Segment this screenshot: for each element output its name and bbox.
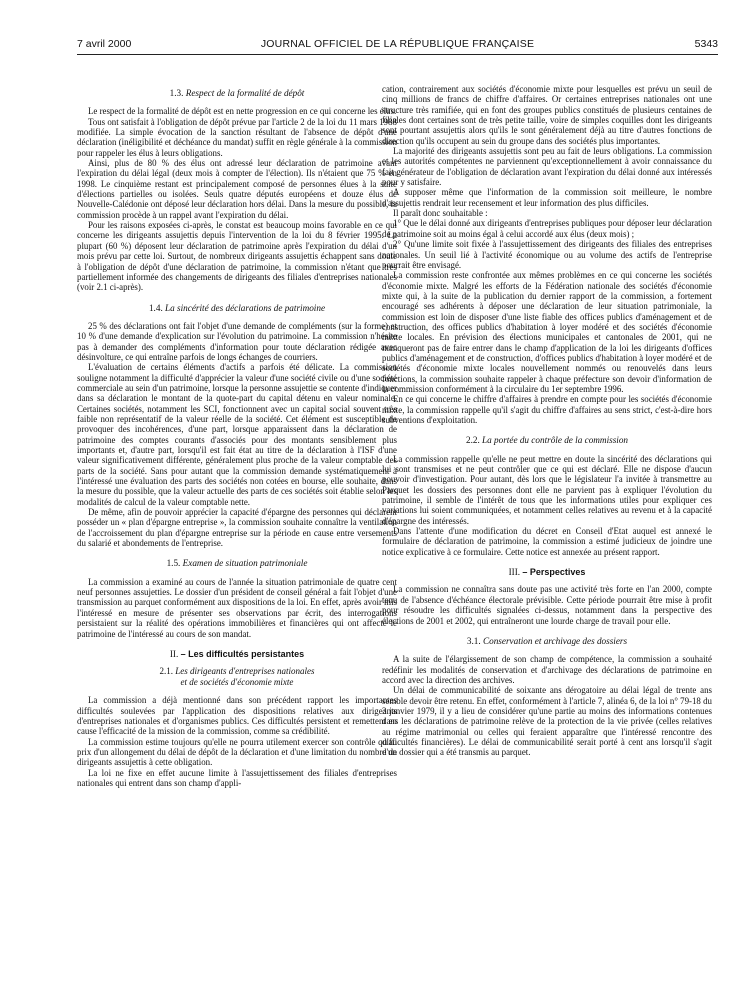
section-number: 1.3. (169, 88, 184, 98)
chapter-number: II. (169, 648, 179, 659)
section-heading-3-1 (382, 636, 712, 646)
paragraph: cation, contrairement aux sociétés d'économie mixte pour lesquelles est prévu un seuil de cinq millions de francs de chiffre d'affaires. Or certaines entreprises nationales ont une structure très ramifiée, qui en font des groupes publics constitués de plusieurs centaines de filiales dont certaines sont de très petite taille, voire de simples coquilles dont les dirigeants sont pourtant assujettis alors qu'ils le sont généralement déjà au titre d'autres fonctions de direction qu'ils occupent au sein du groupe dans des sociétés plus importantes. (382, 84, 712, 146)
section-number: 2.2. (465, 435, 480, 446)
paragraph: Il paraît donc souhaitable : (393, 208, 488, 219)
paragraph: La commission reste confrontée aux mêmes problèmes en ce qui concerne les sociétés d'économie mixte. Malgré les efforts de la Fédération nationale des sociétés d'économie mixte qui, à la suite de la publication du dernier rapport de la commission, a fortement encouragé ses adhérents à déposer une déclaration de leur situation patrimoniale, la commission est loin de disposer d'une liste fiable des offices publics d'aménagement et de construction, des offices publics d'habitation à loyer modéré et des sociétés d'économie mixte locales. En prévision des élections municipales et cantonales de 2001, qui ne manqueront pas de faire entrer dans le champ d'application de la loi les dirigeants d'offices publics d'aménagement et de construction, d'offices publics d'habitation à loyer modéré et de sociétés d'économie mixte locales nouvellement nommés ou renouvelés dans leurs fonctions, la commission souhaite rappeler à chaque préfecture son devoir d'information de la commission conformément à la circulaire du 1er septembre 1996. (382, 270, 712, 394)
paragraph: De même, afin de pouvoir apprécier la capacité d'épargne des personnes qui déclarent posséder un « plan d'épargne entreprise », la commission souhaite connaître la ventilation de l'accroissement du plan d'épargne entreprise sur la période en cause entre versements du salarié et abondements de l'entreprise. (77, 507, 397, 549)
section-title-line-2: et de sociétés d'économie mixte (180, 676, 294, 687)
section-number: 3.1. (466, 635, 481, 646)
section-heading-2-2 (382, 435, 712, 445)
section-heading-1-4 (77, 303, 397, 313)
section-title-line-1: Les dirigeants d'entreprises nationales (175, 666, 315, 677)
section-number: 1.4. (148, 302, 163, 313)
paragraph: 2° Qu'une limite soit fixée à l'assujettissement des dirigeants des filiales des entreprises nationales. Un seuil lié à l'activité économique ou au volume des actifs de l'entreprise pourrait être envisagé. (382, 239, 712, 270)
paragraph: En ce qui concerne le chiffre d'affaires à prendre en compte pour les sociétés d'économie mixte, la commission rappelle qu'il s'agit du chiffre d'affaires au sens strict, c'est-à-dire hors subventions d'exploitation. (382, 394, 712, 425)
chapter-title: – Les difficultés persistantes (180, 648, 305, 659)
section-heading-2-1 (77, 666, 397, 687)
paragraph: L'évaluation de certains éléments d'actifs a parfois été délicate. La commission souligne notamment la difficulté d'apprécier la valeur d'une société civile ou d'une société commerciale au sein d'un patrimoine, lorsque la personne assujettie se contente d'indiquer dans sa déclaration le montant de la quote-part du capital détenu en valeur nominale. Certaines sociétés, notamment les SCI, fonctionnent avec un capital social souvent très faible non représentatif de la valeur réelle de la société. Cet élément est susceptible de provoquer des incohérences, d'une part, lorsque apparaissent dans la déclaration de patrimoine des comptes courants d'associés pour des montants sensiblement plus importants et, d'autre part, lorsqu'il est fait état au titre de la déclaration à l'ISF d'une valeur significativement différente, généralement plus proche de la valeur comptable des parts de la société. Sans pour autant que la commission demande systématiquement à l'intéressé une évaluation des parts des sociétés non cotées en bourse, elle souhaite, dans la mesure du possible, que la valeur actuelle des parts de ces sociétés soit établie selon les modalités de calcul de la valeur comptable nette. (77, 362, 397, 507)
paragraph: Dans l'attente d'une modification du décret en Conseil d'Etat auquel est annexé le formulaire de déclaration de patrimoine, la commission a estimé judicieux de joindre une notice explicative à ce formulaire. Cette notice est annexée au présent rapport. (382, 526, 712, 557)
paragraph: Ainsi, plus de 80 % des élus ont adressé leur déclaration de patrimoine avant l'expiration du délai légal (deux mois à compter de l'élection). Ils n'étaient que 75 % en 1998. Le cinquième restant est principalement composé de personnes élues à la suite d'élections partielles ou isolées. Seuls quatre députés européens et douze élus de Nouvelle-Calédonie ont déposé leur déclaration hors délai. Dans la mesure du possible, la commission procède à un rappel avant l'expiration du délai. (77, 158, 397, 220)
paragraph: 25 % des déclarations ont fait l'objet d'une demande de compléments (sur la forme) et 10 % d'une demande d'explication sur l'évolution du patrimoine. La commission n'hésite pas à demander des compléments d'information pour toute déclaration rédigée avec désinvolture, ce qui entraîne parfois de longs échanges de courriers. (77, 320, 397, 362)
section-title: Examen de situation patrimoniale (182, 558, 308, 569)
paragraph: A supposer même que l'information de la commission soit meilleure, le nombre d'assujettis rendrait leur recensement et leur information des plus difficiles. (382, 187, 712, 208)
paragraph: Le respect de la formalité de dépôt est en nette progression en ce qui concerne les élus. (88, 106, 397, 117)
paragraph: La loi ne fixe en effet aucune limite à l'assujettissement des filiales d'entreprises nationales qui entrent dans son champ d'appli- (77, 767, 397, 788)
header-rule (77, 54, 718, 55)
section-number: 1.5. (166, 558, 181, 569)
section-number: 2.1. (159, 666, 173, 677)
paragraph: La commission rappelle qu'elle ne peut mettre en doute la sincérité des déclarations qui lui sont transmises et ne peut contrôler que ce qui est déclaré. Elle ne dispose d'aucun pouvoir d'investigation. Pour autant, dès lors que le législateur l'a invitée à transmettre au Parquet les dossiers des personnes dont elle ne parvient pas à expliquer l'évolution du patrimoine, il semble de l'intérêt de tous que les informations utiles pour expliquer ces variations lui soient communiquées, et notamment celles relatives au revenu et à la capacité d'épargne des intéressés. (382, 453, 712, 526)
paragraph: La commission a examiné au cours de l'année la situation patrimoniale de quatre cent neuf personnes assujetties. Le dossier d'un président de conseil général a fait l'objet d'une transmission au parquet conformément aux dispositions de la loi. En effet, après avoir mis l'intéressé en mesure de présenter ses observations par écrit, des interrogations persistaient sur la réalité des opérations immobilières et financières qui ont affecté le patrimoine de l'intéressé au cours de son mandat. (77, 576, 398, 639)
page-header (77, 38, 718, 54)
paragraph: La commission estime toujours qu'elle ne pourra utilement exercer son contrôle qu'au prix d'un allongement du délai de dépôt de la déclaration et d'une limitation du nombre de dirigeants assujettis à cette obligation. (77, 736, 397, 768)
paragraph: Tous ont satisfait à l'obligation de dépôt prévue par l'article 2 de la loi du 11 mars 1988 modifiée. La simple évocation de la sanction résultant de l'absence de dépôt d'une déclaration (inéligibilité et déchéance du mandat) suffit en règle générale à la commission pour rappeler les élus à leurs obligations. (77, 116, 397, 158)
section-title: La sincérité des déclarations de patrimoine (165, 302, 326, 313)
header-page-number: 5343 (694, 38, 718, 50)
section-title: La portée du contrôle de la commission (482, 435, 629, 446)
paragraph: 1° Que le délai donné aux dirigeants d'entreprises publiques pour déposer leur déclaration de patrimoine soit au moins égal à celui accordé aux élus (deux mois) ; (382, 218, 712, 239)
paragraph: Un délai de communicabilité de soixante ans dérogatoire au délai légal de trente ans semble devoir être retenu. En effet, conformément à l'article 7, alinéa 6, de la loi n° 79-18 du 3 janvier 1979, il y a lieu de considérer qu'une partie au moins des informations contenues dans les déclarations de patrimoine relève de la protection de la vie privée (celles relatives au régime matrimonial ou celles qui feraient apparaître que l'intéressé rencontre des difficultés financières). Le délai de communicabilité serait porté à cent ans lorsqu'il s'agit d'un dossier qui a été transmis au parquet. (382, 685, 712, 758)
section-heading-1-5 (77, 558, 397, 568)
paragraph: A la suite de l'élargissement de son champ de compétence, la commission a souhaité redéfinir les modalités de conservation et d'archivage des déclarations de patrimoine en accord avec la direction des archives. (382, 654, 712, 685)
chapter-heading-3 (382, 567, 712, 577)
left-column (77, 88, 397, 788)
section-title: Conservation et archivage des dossiers (482, 635, 628, 646)
paragraph: La majorité des dirigeants assujettis sont peu au fait de leurs obligations. La commission et les autorités compétentes ne parviennent qu'exceptionnellement à avoir connaissance du fait générateur de l'obligation de déclaration avant l'expiration du délai donné aux intéressés pour y satisfaire. (382, 146, 712, 188)
chapter-number: III. (508, 567, 521, 578)
paragraph: La commission a déjà mentionné dans son précédent rapport les importantes difficultés soulevées par l'application des dispositions relatives aux dirigeants d'entreprises nationales et d'organismes publics. Ces difficultés persistent et remettent en cause l'efficacité de la mission de la commission, comme sa crédibilité. (77, 695, 397, 737)
section-title: Respect de la formalité de dépôt (185, 88, 305, 98)
chapter-heading-2 (77, 649, 397, 659)
right-column (382, 84, 712, 758)
chapter-title: – Perspectives (522, 567, 586, 578)
header-journal-title: JOURNAL OFFICIEL DE LA RÉPUBLIQUE FRANÇAISE (260, 38, 535, 50)
header-date: 7 avril 2000 (77, 38, 132, 50)
paragraph: La commission ne connaîtra sans doute pas une activité très forte en l'an 2000, compte tenu de l'absence d'échéance électorale prévisible. Cette période pourrait être mise à profit pour résoudre les difficultés signalées ci-dessus, notamment dans la perspective des élections de 2001 et 2002, qui entraîneront une lourde charge de travail pour elle. (382, 584, 712, 626)
paragraph: Pour les raisons exposées ci-après, le constat est beaucoup moins favorable en ce qui concerne les dirigeants assujettis depuis l'intervention de la loi du 8 février 1995. La plupart (60 %) déposent leur déclaration de patrimoine après l'expiration du délai d'un mois prévu par cette loi. Surtout, de nombreux dirigeants assujettis échappent sans doute à l'obligation de dépôt d'une déclaration de patrimoine, la commission n'étant que très partiellement informée des changements de dirigeants des filiales d'entreprises nationales (voir 2.1 ci-après). (77, 220, 397, 293)
section-heading-1-3 (77, 88, 397, 98)
